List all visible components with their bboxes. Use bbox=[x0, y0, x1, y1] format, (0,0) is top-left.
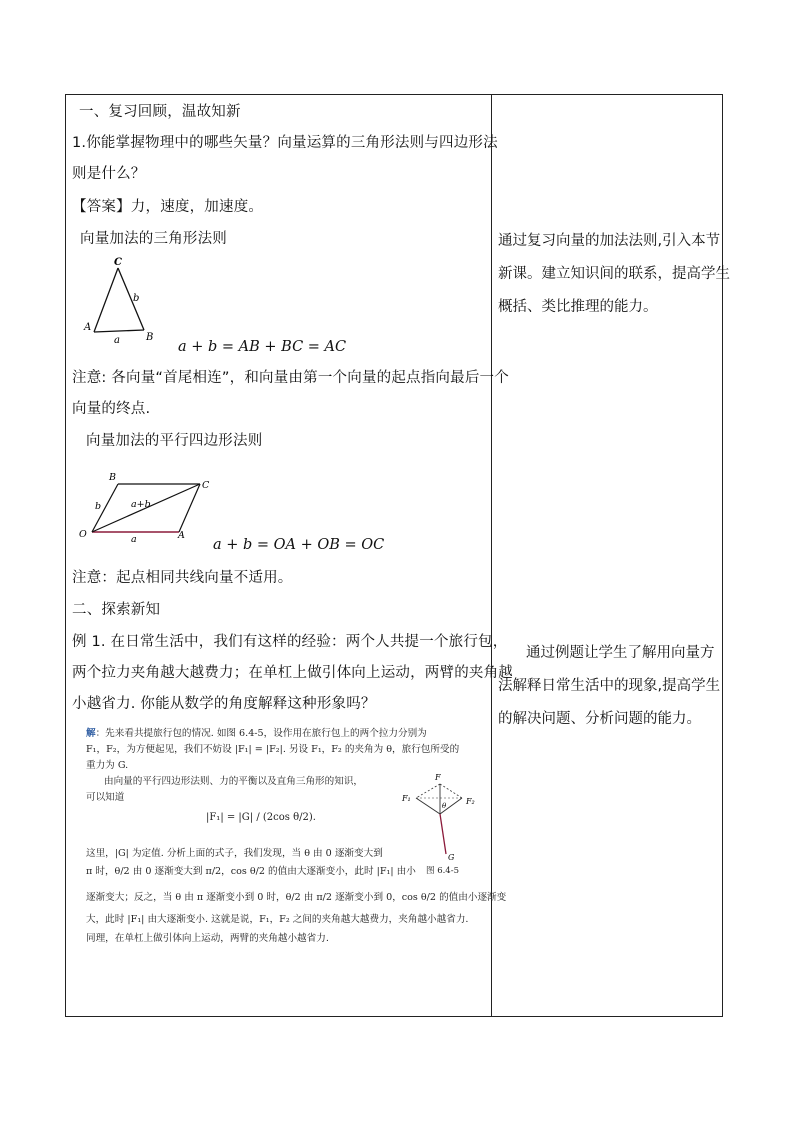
force-label-f: F bbox=[435, 773, 441, 782]
solution-formula: |F₁| = |G| / (2cos θ/2). bbox=[206, 812, 316, 823]
solution-line4: 由向量的平行四边形法则、力的平衡以及直角三角形的知识， bbox=[104, 776, 364, 787]
para-label-b-point: B bbox=[109, 472, 116, 483]
right-note1-line1: 通过复习向量的加法法则,引入本节 bbox=[498, 233, 721, 249]
solution-line10: 同理，在单杠上做引体向上运动，两臂的夹角越小越省力. bbox=[86, 933, 329, 944]
triangle-label-b-point: B bbox=[146, 332, 154, 343]
solution-line9: 大，此时 |F₁| 由大逐渐变小. 这就是说，F₁，F₂ 之间的夹角越大越费力，夹角越小越省力. bbox=[86, 914, 469, 925]
right-note2-line2: 法解释日常生活中的现象,提高学生 bbox=[498, 678, 721, 694]
solution-line5: 可以知道 bbox=[86, 792, 125, 803]
section1-heading: 一、复习回顾，温故知新 bbox=[79, 104, 241, 120]
solution-line1: 解：先来看共提旅行包的情况. 如图 6.4-5，设作用在旅行包上的两个拉力分别为 bbox=[86, 728, 427, 739]
triangle-rule-title: 向量加法的三角形法则 bbox=[80, 231, 227, 247]
force-f1 bbox=[416, 798, 440, 814]
force-g bbox=[440, 814, 446, 854]
triangle-side-ac bbox=[94, 268, 118, 332]
note2: 注意：起点相同共线向量不适用。 bbox=[72, 570, 293, 586]
parallelogram-formula: a + b = OA + OB = OC bbox=[213, 537, 385, 553]
right-note1 bbox=[498, 228, 730, 321]
side-ac bbox=[179, 484, 200, 532]
para-label-ab: a+b bbox=[131, 499, 151, 510]
force-label-theta: θ bbox=[442, 802, 447, 810]
triangle-side-a bbox=[94, 330, 144, 332]
triangle-label-b: b bbox=[133, 293, 140, 304]
force-label-g: G bbox=[448, 853, 455, 862]
force-label-f2: F₂ bbox=[466, 797, 475, 806]
triangle-label-a: a bbox=[114, 335, 120, 346]
parallelogram-rule-title: 向量加法的平行四边形法则 bbox=[86, 433, 263, 449]
right-note2-line1: 通过例题让学生了解用向量方 bbox=[526, 645, 715, 661]
para-label-a: a bbox=[131, 534, 137, 545]
para-label-c-point: C bbox=[202, 480, 210, 491]
note1-line2: 向量的终点. bbox=[72, 401, 151, 417]
triangle-diagram bbox=[80, 254, 160, 346]
example-line3: 小越省力. 你能从数学的角度解释这种形象吗？ bbox=[72, 696, 376, 712]
triangle-formula: a + b = AB + BC = AC bbox=[178, 339, 347, 355]
triangle-label-c: C bbox=[114, 257, 122, 268]
force-diagram bbox=[398, 770, 484, 878]
para-label-a-point: A bbox=[178, 530, 185, 541]
right-note1-line3: 概括、类比推理的能力。 bbox=[498, 299, 658, 315]
section2-heading: 二、探索新知 bbox=[72, 602, 161, 618]
example-line2: 两个拉力夹角越大越费力；在单杠上做引体向上运动，两臂的夹角越 bbox=[72, 665, 513, 681]
solution-line3: 重力为 G. bbox=[86, 760, 129, 771]
example-line1: 例 1. 在日常生活中，我们有这样的经验：两个人共提一个旅行包， bbox=[72, 634, 508, 650]
column-divider bbox=[491, 94, 492, 1017]
note1-line1: 注意: 各向量“首尾相连”，和向量由第一个向量的起点指向最后一个 bbox=[72, 370, 509, 386]
figure-caption: 图 6.4-5 bbox=[426, 866, 459, 876]
force-label-f1: F₁ bbox=[402, 794, 411, 803]
solution-line6: 这里，|G| 为定值. 分析上面的式子，我们发现，当 θ 由 0 逐渐变大到 bbox=[86, 848, 383, 859]
question-1-line1: 1.你能掌握物理中的哪些矢量？向量运算的三角形法则与四边形法 bbox=[72, 135, 498, 151]
question-1-line2: 则是什么？ bbox=[72, 166, 146, 182]
right-note2 bbox=[498, 640, 720, 733]
right-note2-line3: 的解决问题、分析问题的能力。 bbox=[498, 711, 701, 727]
solution-line8: 逐渐变大；反之，当 θ 由 π 逐渐变小到 0 时，θ/2 由 π/2 逐渐变小到 0，cos θ/2 的值由小逐渐变 bbox=[86, 892, 507, 903]
para-label-b: b bbox=[95, 501, 102, 512]
para-label-o-point: O bbox=[79, 529, 87, 540]
triangle-label-a-point: A bbox=[84, 322, 92, 333]
parallelogram-diagram bbox=[76, 468, 218, 548]
answer: 【答案】力，速度，加速度。 bbox=[72, 199, 264, 215]
triangle-side-b bbox=[118, 268, 144, 330]
right-note1-line2: 新课。建立知识间的联系，提高学生 bbox=[498, 266, 730, 282]
solution-line2: F₁，F₂，为方便起见，我们不妨设 |F₁| = |F₂|. 另设 F₁，F₂ 的夹角为 θ，旅行包所受的 bbox=[86, 744, 460, 755]
solution-line7: π 时，θ/2 由 0 逐渐变大到 π/2，cos θ/2 的值由大逐渐变小，此时 |F₁| 由小 bbox=[86, 866, 416, 877]
